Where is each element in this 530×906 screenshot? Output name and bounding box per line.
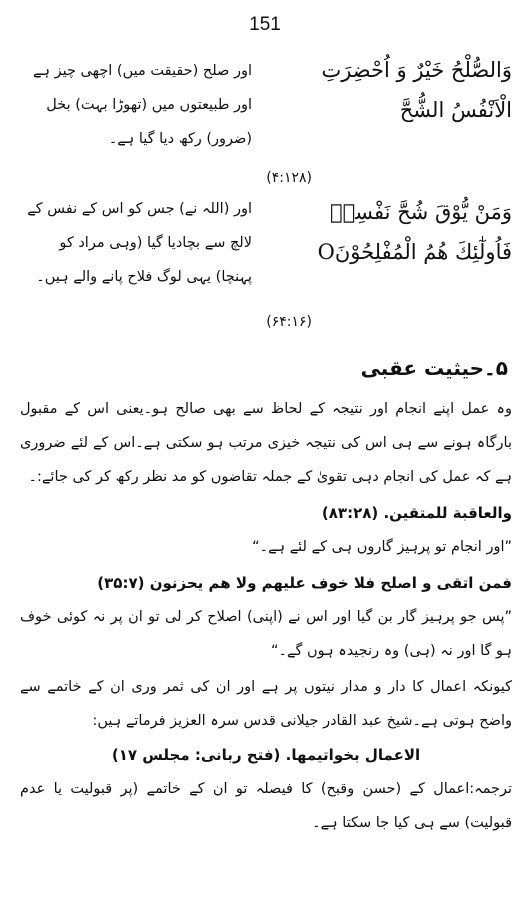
verse-translation: اور (اللہ نے) جس کو اس کے نفس کے لالچ سے بچادیا گیا (وہی مراد کو پہنچا) یہی لوگ فلاح پانے والے ہیں۔ [27, 201, 252, 285]
section-heading: ۵۔حیثیت عقبی [360, 356, 508, 380]
verse-arabic: وَمَنْ يُّوْقَ شُحَّ نَفْسِهٖ فَاُولٰٓئِكَ هُمُ الْمُفْلِحُوْنَO [317, 200, 512, 264]
quote-3-arabic: الاعمال بخواتيمها. (فتح ربانى: مجلس ۱۷) [111, 746, 421, 764]
verse-block-2 [22, 192, 512, 352]
page-number: 151 [249, 14, 281, 35]
quote-1-translation: ”اور انجام تو پرہیز گاروں ہی کے لئے ہے۔“ [252, 539, 512, 555]
paragraph-3: ترجمہ:اعمال کے (حسن وقبح) کا فیصلہ تو ان کے خاتمے (پر قبولیت یا عدم قبولیت) سے ہی کیا جا سکتا ہے۔ [20, 781, 512, 831]
paragraph-1: وہ عمل اپنے انجام اور نتیجہ کے لحاظ سے بھی صالح ہو۔یعنی اس کے مقبول بارگاہ ہونے سے ہی اس کی نتیجہ خیزی مرتب ہو سکتی ہے۔اس کے لئے ضروری ہے کہ عمل کی انجام دہی تقویٰ کے جملہ تقاضوں کو مد نظر رکھ کر کی جائے:۔ [20, 401, 512, 485]
quote-2-translation: ”پس جو پرہیز گار بن گیا اور اس نے (اپنی) اصلاح کر لی تو ان پر نہ کوئی خوف ہو گا اور نہ (ہی) وہ رنجیدہ ہوں گے۔“ [20, 609, 512, 659]
paragraph-2: کیونکہ اعمال کا دار و مدار نیتوں پر ہے اور ان کی ثمر وری ان کے خاتمے سے واضح ہوتی ہے۔شیخ عبد القادر جیلانی قدس سرہ العزیز فرماتے ہیں: [20, 679, 512, 729]
quote-1-arabic: والعاقبة للمتقين. (۸۳:۲۸) [321, 504, 512, 522]
quote-2-arabic: فمن اتقى و اصلح فلا خوف عليهم ولا هم يحزنون (۳۵:۷) [97, 574, 512, 592]
verse-reference: (۶۴:۱۶) [266, 314, 312, 330]
verse-arabic: وَالصُّلْحُ خَيْرٌ وَ اُحْضِرَتِ الْاَنْفُسُ الشُّحَّ [321, 58, 512, 122]
verse-translation: اور صلح (حقیقت میں) اچھی چیز ہے اور طبیعتوں میں (تھوڑا بہت) بخل (ضرور) رکھ دیا گیا ہے۔ [33, 63, 252, 147]
verse-reference: (۴:۱۲۸) [266, 170, 312, 186]
